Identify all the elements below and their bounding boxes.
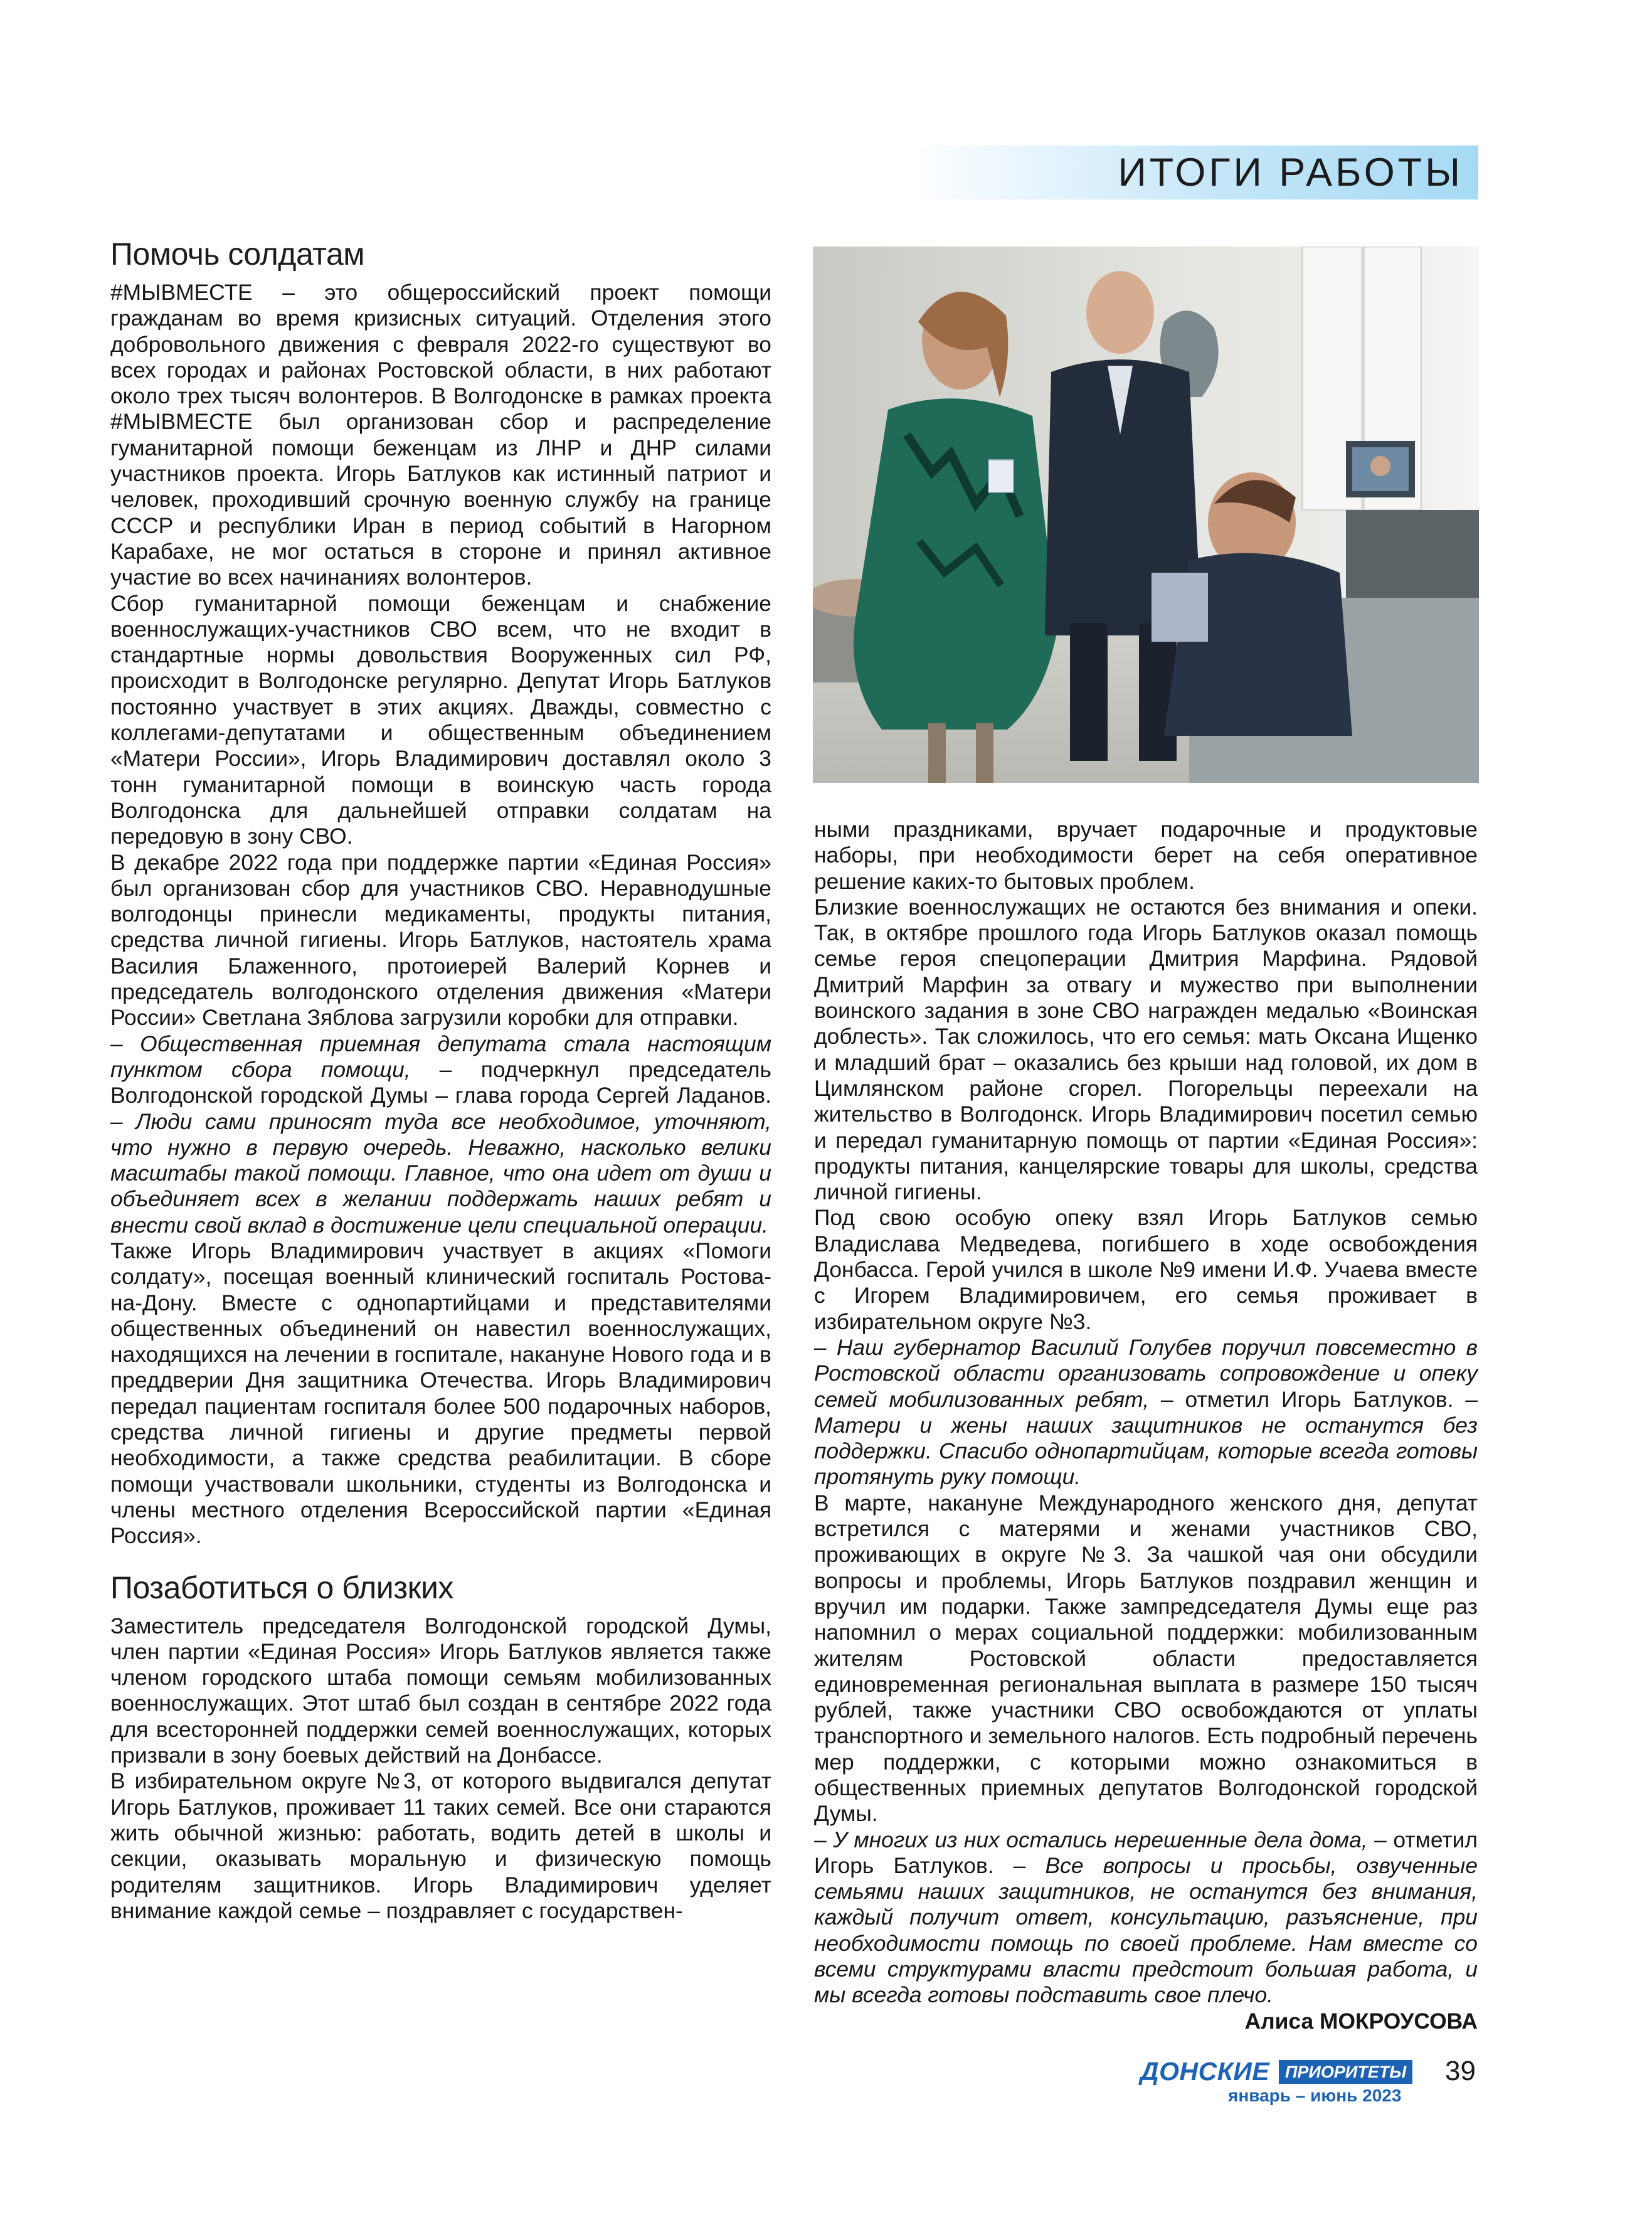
attribution-text: – отметил Игорь Батлуков. <box>814 1827 1478 1878</box>
brand-tag: ПРИОРИТЕТЫ <box>1279 2060 1412 2084</box>
quote-text: – Люди сами приносят туда все необходимое, уточняют, что нужно в первую очередь. Неважно, насколько велики масштабы такой помощи. Главное, что она идет от души и объединяет всех в желании поддержать наших ребят и внести свой вклад в достижение цели специальной операции. <box>110 1108 771 1238</box>
right-column <box>814 817 1478 2034</box>
section-banner <box>913 146 1478 199</box>
page-number: 39 <box>1445 2056 1476 2086</box>
quote-text: – Наш губернатор Василий Голубев поручил повсеместно в Ростовской области организовать сопровождение и опеку семей мобилизованных ребят, <box>814 1334 1478 1412</box>
paragraph: Близкие военнослужащих не остаются без внимания и опеки. Так, в октябре прошлого года Игорь Батлуков оказал помощь семье героя спецоперации Дмитрия Марфина. Рядовой Дмитрий Марфин за отвагу и мужество при выполнении воинского задания в зоне СВО награжден медалью «Воинская доблесть». Так сложилось, что его семья: мать Оксана Ищенко и младший брат – оказались без крыши над головой, их дом в Цимлянском районе сгорел. Погорельцы переехали на жительство в Волгодонск. Игорь Владимирович посетил семью и передал гуманитарную помощь от партии «Единая Россия»: продукты питания, канцелярские товары для школы, средства личной гигиены. <box>814 894 1478 1205</box>
quote-paragraph <box>814 1827 1478 2009</box>
quote-text: – Все вопросы и просьбы, озвученные семьями наших защитников, не останутся без внимания, каждый получит ответ, консультацию, разъяснение, при необходимости помощь по своей проблеме. Нам вместе со всеми структурами власти предстоит большая работа, и мы всегда готовы подставить свое плечо. <box>814 1852 1478 2008</box>
paragraph: В декабре 2022 года при поддержке партии «Единая Россия» был организован сбор для участников СВО. Неравнодушные волгодонцы принесли медикаменты, продукты питания, средства личной гигиены. Игорь Батлуков, настоятель храма Василия Блаженного, протоиерей Валерий Корнев и председатель волгодонского отделения движения «Матери России» Светлана Зяблова загрузили коробки для отправки. <box>110 849 771 1031</box>
author-byline: Алиса МОКРОУСОВА <box>1244 2008 1478 2034</box>
magazine-logo <box>1140 2056 1424 2106</box>
paragraph: Под свою особую опеку взял Игорь Батлуков семью Владислава Медведева, погибшего в ходе освобождения Донбасса. Герой учился в школе №9 имени И.Ф. Учаева вместе с Игорем Владимировичем, его семья проживает в избирательном округе №3. <box>814 1205 1478 1334</box>
section-title: ИТОГИ РАБОТЫ <box>1118 151 1463 194</box>
quote-paragraph <box>110 1031 771 1238</box>
paragraph: Сбор гуманитарной помощи беженцам и снабжение военнослужащих-участников СВО всем, что не входит в стандартные нормы довольствия Вооруженных сил РФ, происходит в Волгодонске регулярно. Депутат Игорь Батлуков постоянно участвует в этих акциях. Дважды, совместно с коллегами-депутатами и общественным объединением «Матери России», Игорь Владимирович доставлял около 3 тонн гуманитарной помощи в воинскую часть города Волгодонска для дальнейшей отправки солдатам на передовую в зону СВО. <box>110 590 771 849</box>
issue-date: январь – июнь 2023 <box>1228 2086 1402 2105</box>
left-column <box>110 236 771 1924</box>
paragraph: В избирательном округе №3, от которого выдвигался депутат Игорь Батлуков, проживает 11 таких семей. Все они стараются жить обычной жизнью: работать, водить детей в школы и секции, оказывать моральную и физическую помощь родителям защитников. Игорь Владимирович уделяет внимание каждой семье – поздравляет с государствен- <box>110 1768 771 1923</box>
attribution-text: – отметил Игорь Батлуков. <box>1149 1386 1454 1412</box>
paragraph: ными праздниками, вручает подарочные и продуктовые наборы, при необходимости берет на себя оперативное решение каких-то бытовых проблем. <box>814 817 1478 894</box>
quote-text: – Матери и жены наших защитников не останутся без поддержки. Спасибо однопартийцам, которые всегда готовы протянуть руку помощи. <box>814 1386 1478 1490</box>
paragraph: Заместитель председателя Волгодонской городской Думы, член партии «Единая Россия» Игорь Батлуков является также членом городского штаба помощи семьям мобилизованных военнослужащих. Этот штаб был создан в сентябре 2022 года для всесторонней поддержки семей военнослужащих, которых призвали в зону боевых действий на Донбассе. <box>110 1613 771 1768</box>
paragraph: Также Игорь Владимирович участвует в акциях «Помоги солдату», посещая военный клинический госпиталь Ростова-на-Дону. Вместе с однопартийцами и представителями общественных объединений он навестил военнослужащих, находящихся на лечении в госпитале, накануне Нового года и в преддверии Дня защитника Отечества. Игорь Владимирович передал пациентам госпиталя более 500 подарочных наборов, средства личной гигиены и другие предметы первой необходимости, а также средства реабилитации. В сборе помощи участвовали школьники, студенты из Волгодонска и члены местного отделения Всероссийской партии «Единая Россия». <box>110 1238 771 1549</box>
quote-text: – У многих из них остались нерешенные дела дома, <box>814 1827 1368 1852</box>
quote-text: – Общественная приемная депутата стала настоящим пунктом сбора помощи, <box>110 1031 771 1082</box>
article-photo <box>813 247 1479 783</box>
heading-care-for-relatives: Позаботиться о близких <box>110 1569 453 1605</box>
quote-paragraph <box>814 1335 1478 1490</box>
brand-name: ДОНСКИЕ <box>1140 2057 1270 2086</box>
hospital-visit-photo <box>813 247 1479 783</box>
paragraph: В марте, накануне Международного женского дня, депутат встретился с матерями и женами участников СВО, проживающих в округе №3. За чашкой чая они обсудили вопросы и проблемы, Игорь Батлуков поздравил женщин и вручил им подарки. Также зампредседателя Думы еще раз напомнил о мерах социальной поддержки: мобилизованным жителям Ростовской области предоставляется единовременная региональная выплата в размере 150 тысяч рублей, также участники СВО освобождаются от уплаты транспортного и земельного налогов. Есть подробный перечень мер поддержки, с которыми можно ознакомиться в общественных приемных депутатов Волгодонской городской Думы. <box>814 1490 1478 1827</box>
heading-help-soldiers: Помочь солдатам <box>110 236 365 272</box>
paragraph: #МЫВМЕСТЕ – это общероссийский проект помощи гражданам во время кризисных ситуаций. Отделения этого добровольного движения с февраля 2022-го существуют во всех городах и районах Ростовской области, в них работают около трех тысяч волонтеров. В Волгодонске в рамках проекта #МЫВМЕСТЕ был организован сбор и распределение гуманитарной помощи беженцам из ЛНР и ДНР силами участников проекта. Игорь Батлуков как истинный патриот и человек, проходивший срочную военную службу на границе СССР и республики Иран в период событий в Нагорном Карабахе, не мог остаться в стороне и принял активное участие во всех начинаниях волонтеров. <box>110 280 771 590</box>
attribution-text: – подчеркнул председатель Волгодонской городской Думы – глава города Сергей Ладанов. <box>110 1056 771 1108</box>
